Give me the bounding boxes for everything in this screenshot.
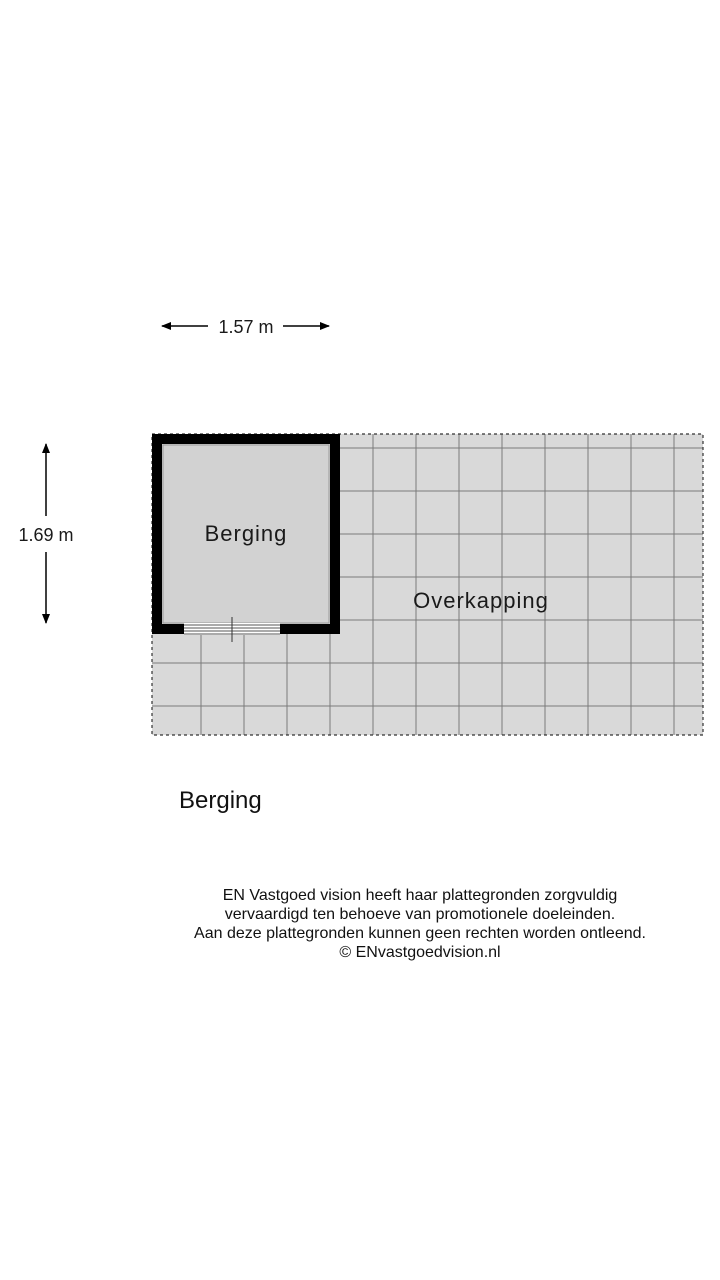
disclaimer-line: vervaardigd ten behoeve van promotionele doeleinden. [224, 906, 616, 923]
height-dimension-label: 1.69 m [18, 525, 74, 545]
width-dimension-label: 1.57 m [218, 317, 274, 337]
disclaimer-line: © ENvastgoedvision.nl [339, 944, 501, 961]
floor-title: Berging [179, 787, 262, 814]
width-dimension [162, 317, 329, 337]
disclaimer [120, 886, 720, 962]
room-label-berging: Berging [204, 521, 288, 546]
disclaimer-line: EN Vastgoed vision heeft haar plattegronden zorgvuldig [222, 887, 618, 904]
height-dimension [18, 444, 73, 623]
disclaimer-line: Aan deze plattegronden kunnen geen rechten worden ontleend. [194, 925, 646, 942]
room-label-overkapping: Overkapping [413, 588, 549, 613]
